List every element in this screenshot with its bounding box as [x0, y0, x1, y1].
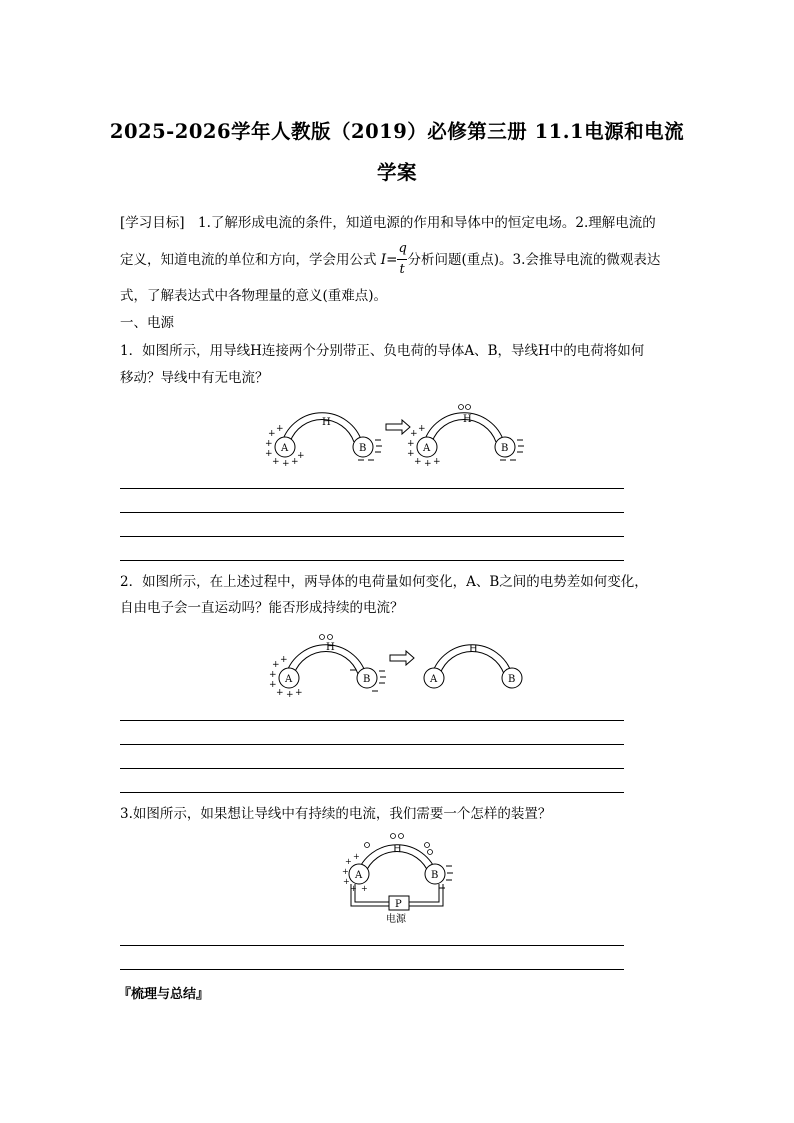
objectives-line-2 [120, 240, 661, 277]
svg-text:+: + [297, 451, 305, 461]
label-b-neutral: B [508, 674, 516, 685]
answer-line [120, 512, 624, 513]
answer-line [120, 744, 624, 745]
answer-line [120, 720, 624, 721]
label-h-neutral: H [469, 644, 478, 655]
label-h-after: H [463, 414, 472, 425]
svg-text:+: + [291, 457, 299, 467]
formula-numerator: q [398, 240, 407, 256]
svg-text:+: + [414, 457, 422, 467]
answer-line [120, 536, 624, 537]
answer-line [120, 792, 624, 793]
svg-text:+: + [424, 459, 432, 469]
answer-line [120, 560, 624, 561]
label-b: B [359, 443, 367, 454]
label-h: H [326, 642, 335, 653]
label-p: P [395, 899, 402, 910]
label-a: A [281, 443, 289, 454]
objectives-line-1: [学习目标] 1.了解形成电流的条件，知道电源的作用和导体中的恒定电场。2.理解电流的 [120, 215, 656, 231]
svg-text:+: + [282, 459, 290, 469]
question-2-line-1: 2．如图所示，在上述过程中，两导体的电荷量如何变化，A、B之间的电势差如何变化， [120, 574, 648, 590]
label-b: B [431, 870, 439, 881]
label-power-source: 电源 [386, 914, 406, 924]
question-2-line-2: 自由电子会一直运动吗？能否形成持续的电流？ [120, 600, 404, 616]
answer-line [120, 945, 624, 946]
label-a-after: A [423, 443, 431, 454]
section-heading-power-source: 一、电源 [120, 315, 174, 331]
formula-fraction [397, 240, 407, 277]
objectives-line-2-pre: 定义，知道电流的单位和方向，学会用公式 [120, 252, 377, 268]
svg-text:+: + [350, 884, 357, 893]
objectives-line-3: 式，了解表达式中各物理量的意义(重难点)。 [120, 288, 388, 304]
svg-text:+: + [295, 688, 303, 698]
figure-1 [260, 398, 540, 470]
question-1-line-2: 移动？导线中有无电流？ [120, 370, 269, 386]
svg-text:+: + [342, 867, 349, 876]
answer-line [120, 969, 624, 970]
answer-line [120, 488, 624, 489]
answer-line [120, 768, 624, 769]
svg-text:+: + [276, 688, 284, 698]
svg-text:+: + [343, 877, 350, 886]
label-a: A [355, 870, 363, 881]
objectives-line-2-post: 分析问题(重点)。3.会推导电流的微观表达 [407, 252, 661, 268]
svg-text:+: + [265, 439, 273, 449]
label-h: H [322, 417, 331, 428]
page-title-continued: 学案 [376, 161, 417, 184]
svg-text:+: + [433, 457, 441, 467]
svg-text:+: + [286, 690, 294, 700]
svg-text:+: + [407, 449, 415, 459]
svg-text:+: + [269, 680, 277, 690]
label-h: H [393, 844, 402, 855]
svg-text:+: + [361, 884, 368, 893]
svg-text:+: + [280, 655, 288, 665]
label-b-after: B [501, 443, 509, 454]
label-a-neutral: A [430, 674, 438, 685]
formula-denominator: t [399, 261, 405, 277]
formula-lhs: I= [380, 252, 398, 268]
svg-text:+: + [410, 429, 418, 439]
svg-text:+: + [353, 852, 360, 861]
page-title: 2025-2026学年人教版（2019）必修第三册 11.1电源和电流 [109, 120, 685, 143]
label-b: B [363, 674, 371, 685]
question-3-line-1: 3.如图所示，如果想让导线中有持续的电流，我们需要一个怎样的装置？ [120, 806, 552, 822]
svg-text:+: + [272, 660, 280, 670]
svg-text:+: + [269, 670, 277, 680]
svg-text:+: + [268, 429, 276, 439]
svg-text:+: + [345, 857, 352, 866]
figure-2 [262, 628, 532, 700]
svg-text:+: + [276, 424, 284, 434]
question-1-line-1: 1．如图所示，用导线H连接两个分别带正、负电荷的导体A、B，导线H中的电荷将如何 [120, 343, 645, 359]
svg-text:+: + [265, 449, 273, 459]
label-a: A [285, 674, 293, 685]
figure-3 [335, 828, 465, 924]
svg-text:+: + [272, 457, 280, 467]
summary-heading: 『梳理与总结』 [118, 987, 210, 1002]
svg-text:+: + [418, 424, 426, 434]
svg-text:+: + [407, 439, 415, 449]
